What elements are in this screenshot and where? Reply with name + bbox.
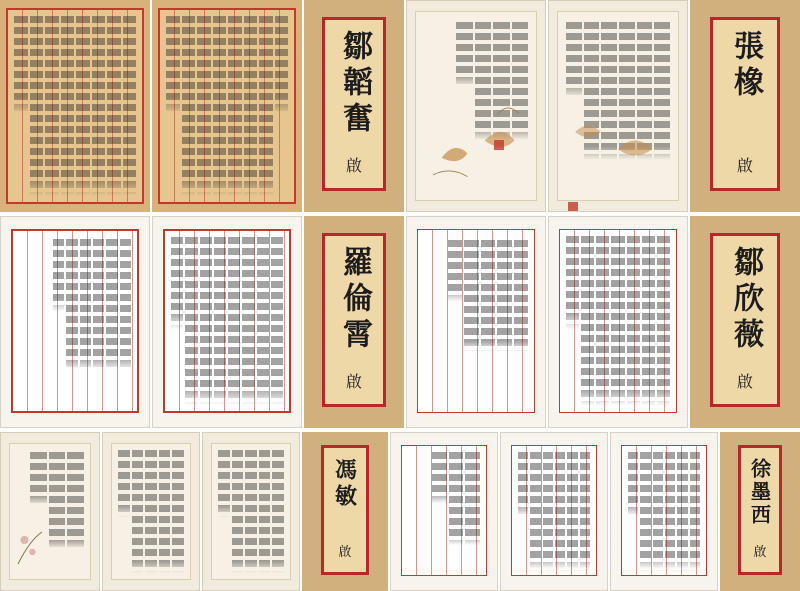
letter-frame: [417, 229, 535, 413]
letter-page-10: [102, 432, 200, 591]
letter-page-2: [152, 0, 302, 212]
addressee-name: 馮敏: [331, 457, 358, 510]
letter-page-3: [406, 0, 546, 212]
letter-page-4: [548, 0, 688, 212]
letter-frame: [415, 11, 537, 201]
letter-page-14: [610, 432, 718, 591]
closing-mark: 啟: [753, 545, 767, 561]
seal-icon: [568, 202, 578, 212]
closing-mark: 啟: [345, 371, 362, 391]
letter-frame: [401, 445, 487, 576]
letter-frame: [511, 445, 597, 576]
letter-page-8: [548, 216, 688, 428]
letter-frame: [111, 443, 191, 580]
letter-page-11: [202, 432, 300, 591]
addressee-name: 徐墨西: [747, 457, 772, 527]
letter-frame: [158, 8, 296, 204]
title-card-zou-xin-wei: [690, 216, 800, 428]
addressee-name: 鄒韜奮: [337, 29, 372, 138]
closing-mark: 啟: [345, 155, 362, 175]
closing-mark: 啟: [736, 155, 753, 175]
letter-frame: [211, 443, 291, 580]
letter-page-7: [406, 216, 546, 428]
title-card-zhang-shu: [690, 0, 800, 212]
letter-frame: [621, 445, 707, 576]
addressee-name: 鄒欣薇: [728, 245, 763, 354]
letter-page-12: [390, 432, 498, 591]
title-card-zou-tao-fen: [304, 0, 404, 212]
letter-frame: [559, 229, 677, 413]
letter-frame: [163, 229, 291, 413]
letter-page-5: [0, 216, 150, 428]
addressee-name: 張橡: [728, 29, 763, 102]
letter-frame: [6, 8, 144, 204]
title-card-feng-min: [302, 432, 388, 591]
letter-page-13: [500, 432, 608, 591]
letter-page-9: [0, 432, 100, 591]
letter-frame: [557, 11, 679, 201]
letter-frame: [9, 443, 91, 580]
title-card-xu-mo-xi: [720, 432, 800, 591]
letter-page-1: [0, 0, 150, 212]
closing-mark: 啟: [736, 371, 753, 391]
closing-mark: 啟: [338, 545, 352, 561]
title-card-luo-lun-xiao: [304, 216, 404, 428]
seal-icon: [494, 140, 504, 150]
letter-frame: [11, 229, 139, 413]
letter-page-6: [152, 216, 302, 428]
addressee-name: 羅倫霄: [337, 245, 372, 354]
